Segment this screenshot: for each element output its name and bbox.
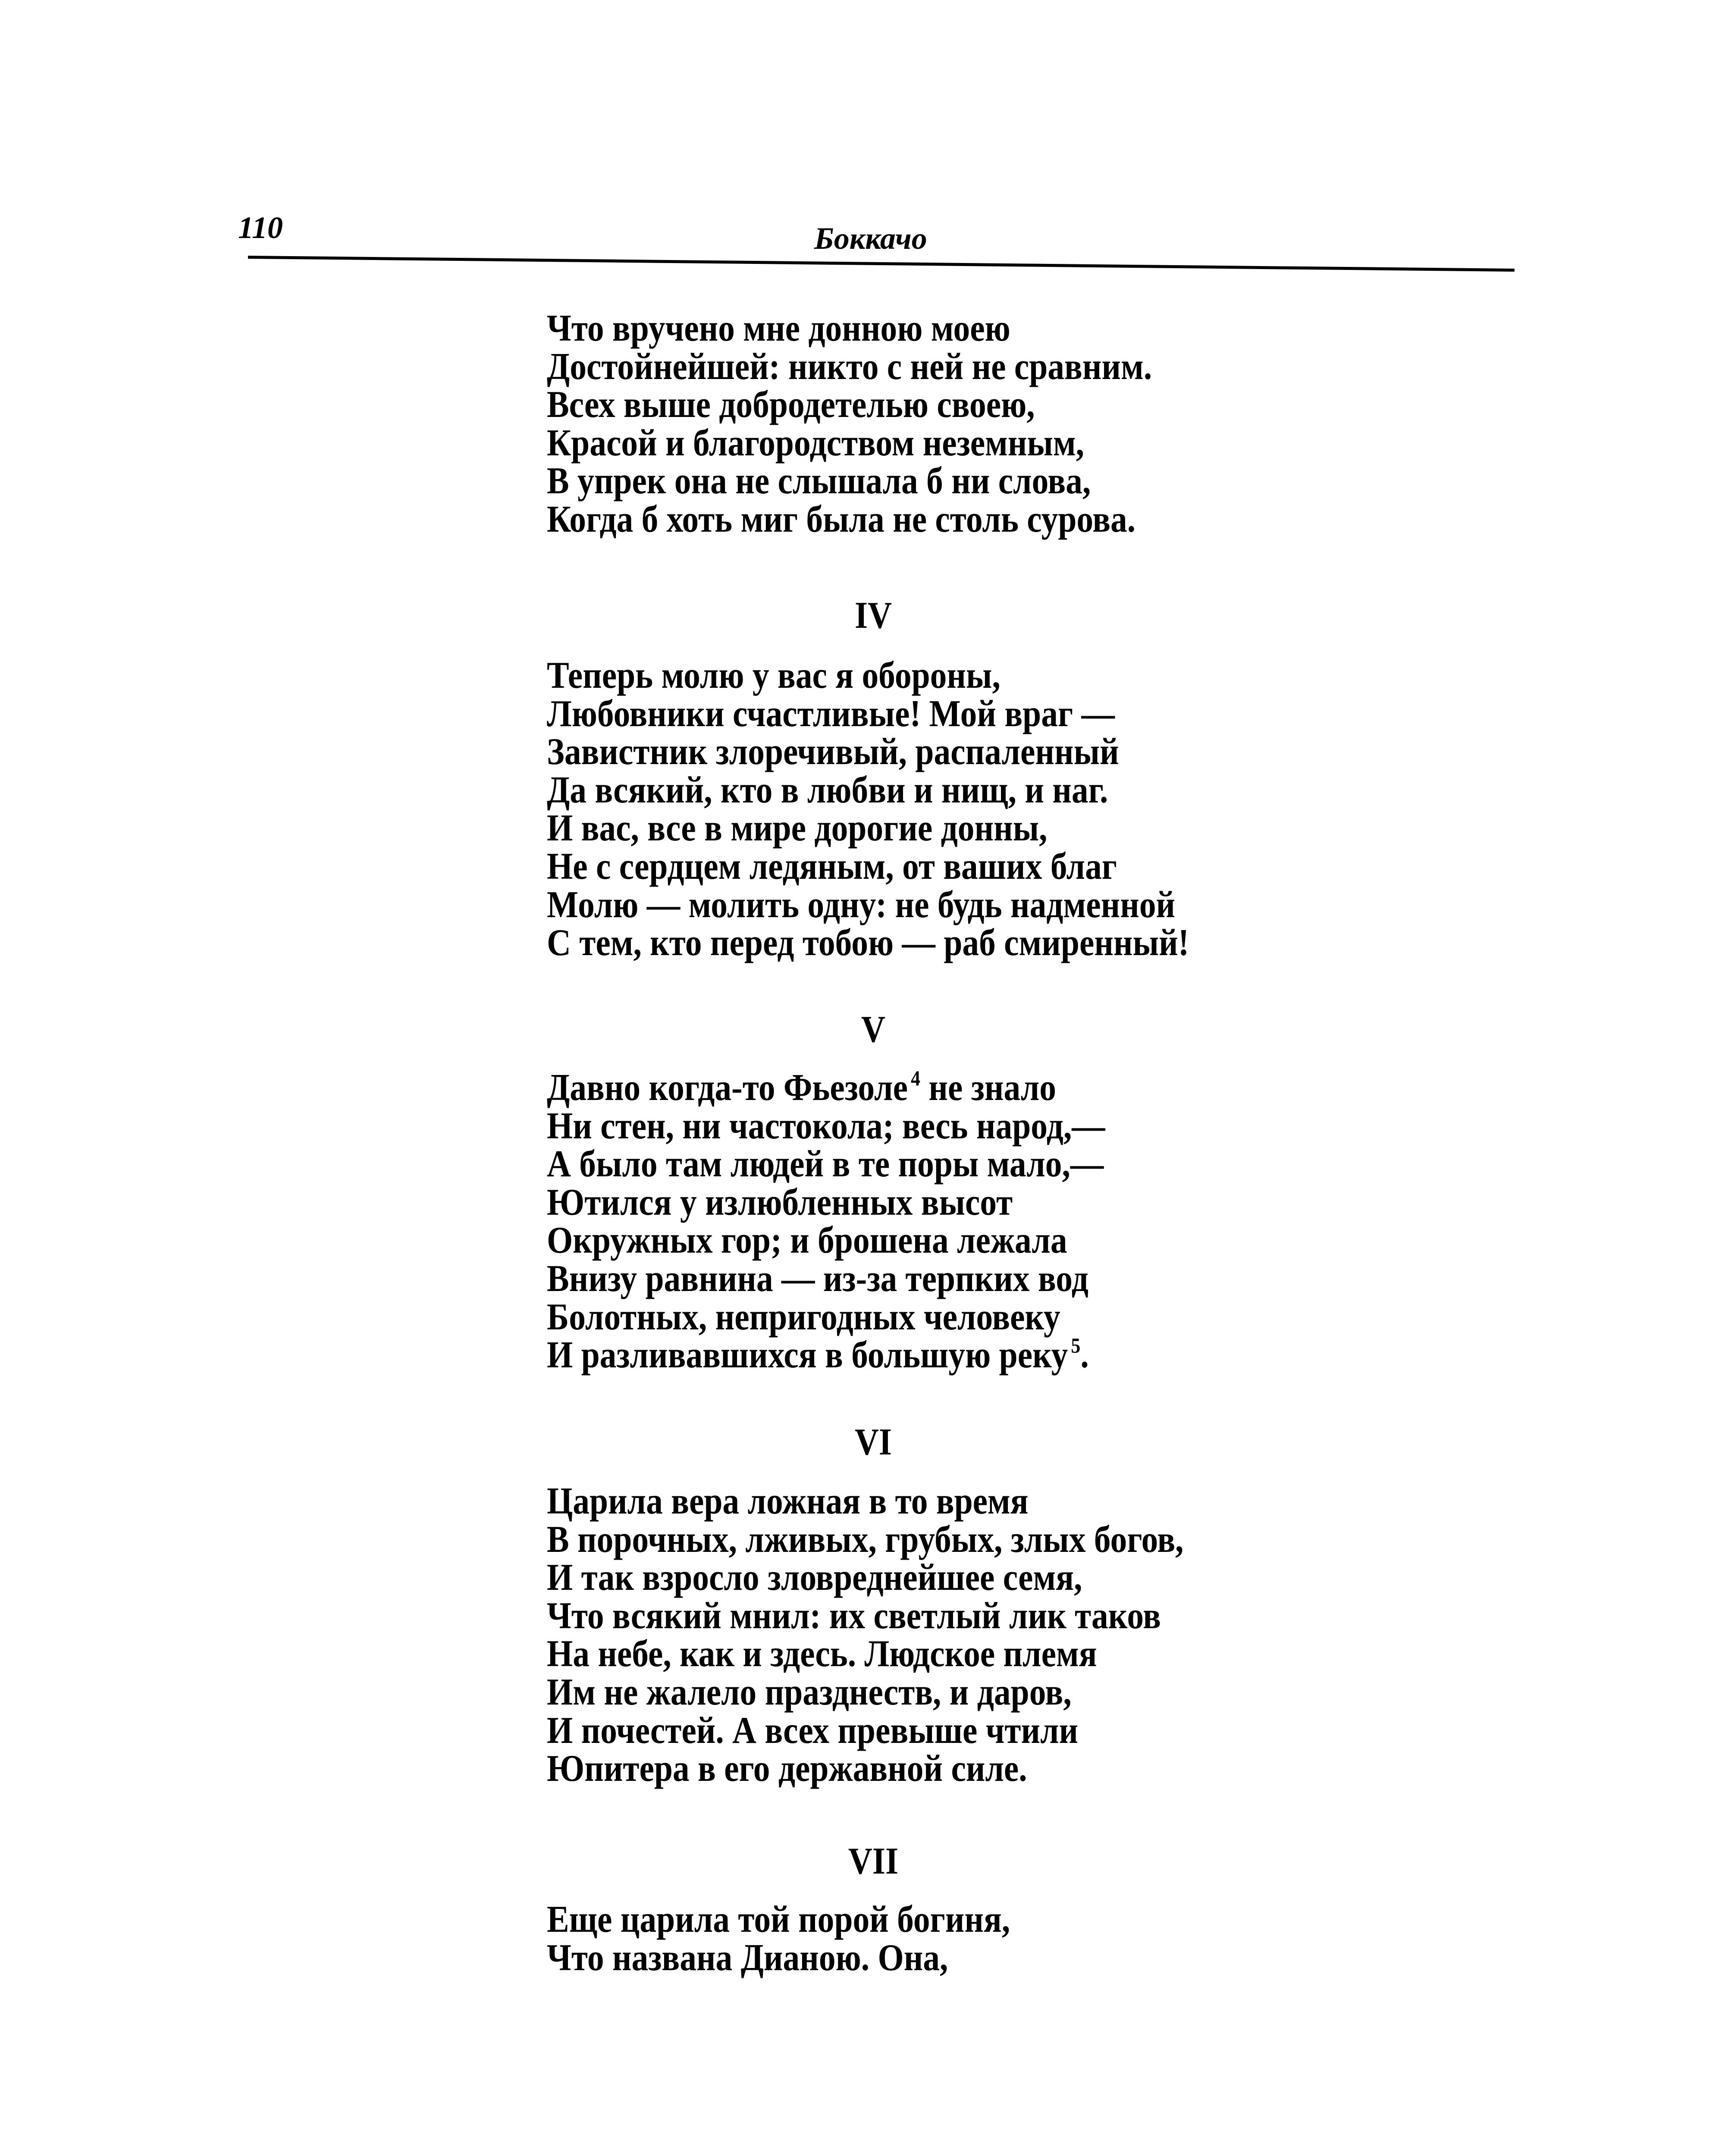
verse-line [547,1107,1105,1145]
running-title: Боккачо [814,221,927,256]
verse-line [547,733,1119,771]
verse-text: Что вручено мне донною моею [547,307,1010,349]
verse-line [547,1181,1013,1223]
verse-line [547,1901,1010,1939]
verse-text: Да всякий, кто в любви и нищ, и наг. [547,769,1108,811]
verse-text: Не с сердцем ледяным, от ваших благ [547,846,1117,887]
verse-text: Любовники счастливые! Мой враг — [547,693,1115,735]
verse-text: И почестей. А всех превыше чтили [547,1710,1079,1752]
verse-line [547,1750,1027,1788]
verse-text: Ютился у излюбленных высот [547,1181,1013,1223]
verse-text: С тем, кто перед тобою — раб смиренный! [547,922,1189,964]
verse-line [547,386,1035,424]
verse-line [547,1521,1184,1559]
verse-line [547,1482,1029,1520]
verse-line [547,307,1010,349]
verse-line [547,462,1091,500]
verse-text: Еще царила той порой богиня, [547,1899,1010,1940]
stanza-number: IV [854,595,892,636]
verse-line [547,1635,1097,1673]
verse-text: Ни стен, ни частокола; весь народ,— [547,1105,1105,1147]
verse-text: Всех выше добродетелью своею, [547,384,1035,426]
verse-text: Окружных гор; и брошена лежала [547,1219,1067,1261]
stanza-number: VI [854,1421,892,1463]
verse-line [547,1219,1067,1261]
verse-text: На небе, как и здесь. Людское племя [547,1633,1097,1675]
verse-text: Теперь молю у вас я обороны, [547,655,1000,696]
verse-text: И разливавшихся в большую реку [547,1334,1068,1376]
verse-text: Завистник злоречивый, распаленный [547,731,1119,773]
verse-text: Что названа Дианою. Она, [547,1937,948,1979]
verse-text: Болотных, непригодных человеку [547,1296,1060,1338]
verse-text: Когда б хоть миг была не столь сурова. [547,498,1136,540]
verse-text: В порочных, лживых, грубых, злых богов, [547,1519,1184,1561]
verse-text: Давно когда-то Фьезоле [547,1067,908,1109]
verse-line [547,1066,1057,1109]
verse-text: В упрек она не слышала б ни слова, [547,460,1091,502]
verse-line [547,1333,1089,1376]
header-rule [248,256,1515,272]
verse-text: Что всякий мнил: их светлый лик таков [547,1595,1161,1637]
verse-line [547,1145,1104,1183]
verse-line [547,809,1048,847]
verse-line [547,424,1084,462]
verse-text: Красой и благородством неземным, [547,422,1085,464]
verse-line [547,1597,1161,1635]
verse-line [547,924,1189,962]
verse-line [547,771,1108,809]
stanza-number: VII [848,1840,899,1882]
verse-line [547,695,1115,733]
verse-line [547,886,1175,924]
verse-line [547,1559,1082,1597]
verse-text: И так взросло зловреднейшее семя, [547,1557,1082,1598]
verse-text: Внизу равнина — из-за терпких вод [547,1258,1088,1300]
verse-line [547,1260,1088,1298]
verse-text: Молю — молить одну: не будь надменной [547,884,1176,926]
verse-text: Царила вера ложная в то время [547,1480,1029,1522]
verse-line [547,848,1117,886]
verse-text-continuation: не знало [920,1067,1057,1109]
verse-line [547,657,1000,695]
verse-text: Достойнейшей: никто с ней не сравним. [547,346,1152,388]
verse-text-continuation: . [1080,1334,1089,1376]
verse-text: А было там людей в те поры мало,— [547,1143,1104,1185]
verse-line [547,1673,1072,1711]
verse-text: Им не жалело празднеств, и даров, [547,1671,1072,1713]
page-number: 110 [238,210,283,245]
verse-text: Юпитера в его державной силе. [547,1748,1027,1789]
footnote-marker[interactable]: 5 [1071,1333,1081,1357]
stanza-number: V [861,1009,885,1050]
verse-line [547,348,1152,386]
verse-line [547,498,1136,540]
footnote-marker[interactable]: 4 [910,1066,920,1090]
verse-text: И вас, все в мире дорогие донны, [547,807,1048,849]
verse-line [547,1298,1060,1336]
verse-line [547,1712,1078,1750]
verse-line [547,1939,948,1977]
